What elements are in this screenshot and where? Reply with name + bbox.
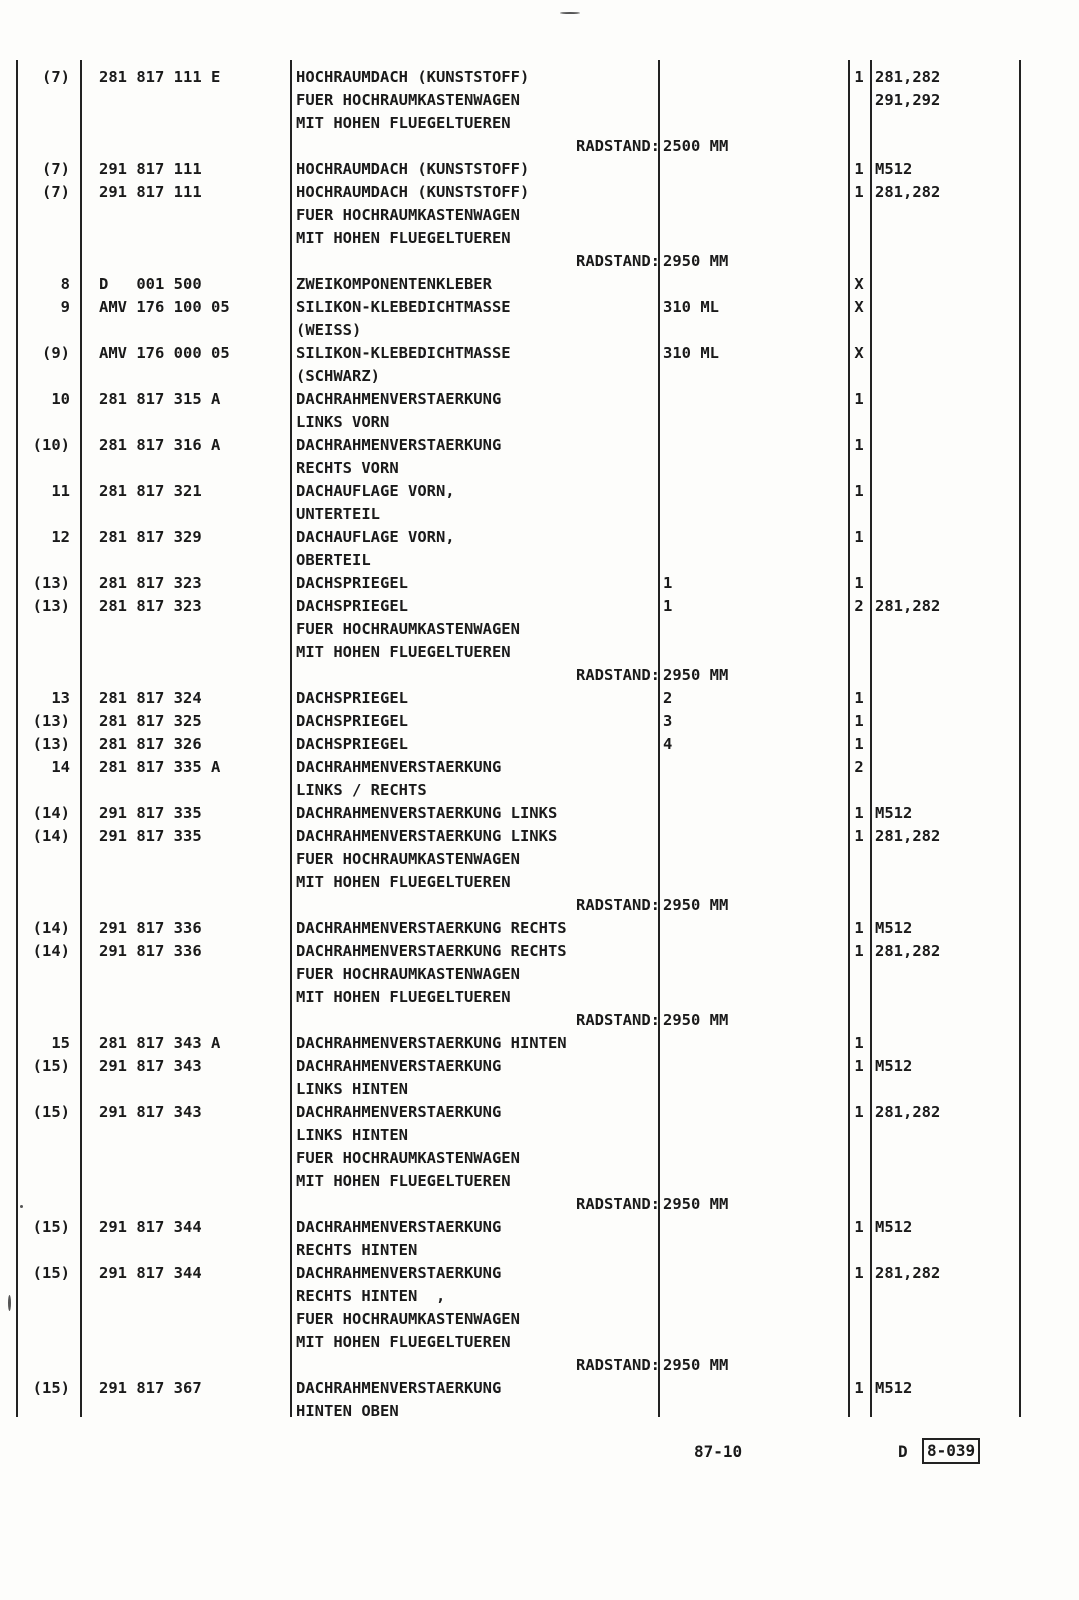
table-row xyxy=(0,1216,1079,1239)
table-row xyxy=(0,1009,1079,1032)
scan-speck xyxy=(20,1205,23,1208)
cell-pos: (14) xyxy=(32,804,70,822)
page-number: 8-039 xyxy=(922,1438,980,1464)
table-row xyxy=(0,158,1079,181)
cell-desc: DACHRAHMENVERSTAERKUNG xyxy=(296,758,502,776)
cell-desc: DACHSPRIEGEL xyxy=(296,712,408,730)
cell-part: 281 817 111 E xyxy=(99,68,221,86)
cell-desc: DACHRAHMENVERSTAERKUNG xyxy=(296,1057,502,1075)
cell-qty: 1 xyxy=(854,919,864,937)
cell-desc: LINKS HINTEN xyxy=(296,1080,408,1098)
footer-d-label: D xyxy=(898,1442,908,1461)
scan-speck xyxy=(8,1295,11,1311)
cell-desc: HOCHRAUMDACH (KUNSTSTOFF) xyxy=(296,68,530,86)
cell-desc: RADSTAND: xyxy=(576,1195,660,1213)
cell-part: 281 817 343 A xyxy=(99,1034,221,1052)
cell-qty2: 1 xyxy=(663,574,673,592)
cell-desc: UNTERTEIL xyxy=(296,505,380,523)
cell-qty: 1 xyxy=(854,689,864,707)
cell-desc: DACHSPRIEGEL xyxy=(296,735,408,753)
cell-desc: MIT HOHEN FLUEGELTUEREN xyxy=(296,229,511,247)
table-row xyxy=(0,89,1079,112)
cell-model: 281,282 xyxy=(875,827,941,845)
cell-pos: (15) xyxy=(32,1264,70,1282)
cell-desc: DACHRAHMENVERSTAERKUNG LINKS xyxy=(296,804,558,822)
cell-qty: X xyxy=(854,344,864,362)
cell-part: 281 817 315 A xyxy=(99,390,221,408)
cell-pos: (13) xyxy=(32,735,70,753)
cell-desc: RADSTAND: xyxy=(576,252,660,270)
cell-qty: 1 xyxy=(854,68,864,86)
cell-pos: 9 xyxy=(60,298,70,316)
cell-qty: 1 xyxy=(854,735,864,753)
table-row xyxy=(0,1331,1079,1354)
table-row xyxy=(0,641,1079,664)
table-row xyxy=(0,1101,1079,1124)
cell-desc: FUER HOCHRAUMKASTENWAGEN xyxy=(296,620,520,638)
cell-desc: HOCHRAUMDACH (KUNSTSTOFF) xyxy=(296,160,530,178)
table-row xyxy=(0,825,1079,848)
cell-desc: DACHRAHMENVERSTAERKUNG xyxy=(296,436,502,454)
cell-desc: FUER HOCHRAUMKASTENWAGEN xyxy=(296,965,520,983)
cell-desc: DACHRAHMENVERSTAERKUNG HINTEN xyxy=(296,1034,567,1052)
cell-desc: MIT HOHEN FLUEGELTUEREN xyxy=(296,1333,511,1351)
cell-desc: FUER HOCHRAUMKASTENWAGEN xyxy=(296,91,520,109)
table-row xyxy=(0,250,1079,273)
cell-qty: 1 xyxy=(854,827,864,845)
table-row xyxy=(0,365,1079,388)
cell-desc: MIT HOHEN FLUEGELTUEREN xyxy=(296,988,511,1006)
cell-desc: OBERTEIL xyxy=(296,551,371,569)
table-row xyxy=(0,526,1079,549)
cell-pos: (13) xyxy=(32,574,70,592)
cell-model: 281,282 xyxy=(875,597,941,615)
cell-desc: HINTEN OBEN xyxy=(296,1402,399,1420)
cell-pos: (14) xyxy=(32,919,70,937)
cell-part: 291 817 336 xyxy=(99,942,202,960)
cell-pos: (14) xyxy=(32,942,70,960)
cell-qty: 1 xyxy=(854,1379,864,1397)
cell-desc: RECHTS HINTEN xyxy=(296,1241,418,1259)
cell-part: D 001 500 xyxy=(99,275,202,293)
cell-part: 291 817 343 xyxy=(99,1103,202,1121)
cell-model: 281,282 xyxy=(875,183,941,201)
table-row xyxy=(0,1239,1079,1262)
cell-part: 281 817 325 xyxy=(99,712,202,730)
cell-pos: (15) xyxy=(32,1103,70,1121)
table-row xyxy=(0,733,1079,756)
table-row xyxy=(0,227,1079,250)
cell-qty2: 3 xyxy=(663,712,673,730)
cell-qty: X xyxy=(854,298,864,316)
cell-qty2: 4 xyxy=(663,735,673,753)
cell-desc: LINKS HINTEN xyxy=(296,1126,408,1144)
table-row xyxy=(0,411,1079,434)
cell-pos: 10 xyxy=(51,390,70,408)
table-row xyxy=(0,1285,1079,1308)
table-row xyxy=(0,687,1079,710)
cell-part: 281 817 316 A xyxy=(99,436,221,454)
cell-pos: (7) xyxy=(42,183,70,201)
cell-part: 291 817 335 xyxy=(99,827,202,845)
cell-model: M512 xyxy=(875,1379,913,1397)
cell-desc: SILIKON-KLEBEDICHTMASSE xyxy=(296,344,511,362)
cell-qty: 1 xyxy=(854,1057,864,1075)
cell-desc: DACHAUFLAGE VORN, xyxy=(296,482,455,500)
cell-part: 291 817 336 xyxy=(99,919,202,937)
cell-pos: (13) xyxy=(32,712,70,730)
table-row xyxy=(0,1124,1079,1147)
cell-qty: 1 xyxy=(854,712,864,730)
cell-qty: 1 xyxy=(854,1218,864,1236)
cell-desc: RECHTS VORN xyxy=(296,459,399,477)
cell-desc: FUER HOCHRAUMKASTENWAGEN xyxy=(296,206,520,224)
cell-qty2: 2950 MM xyxy=(663,666,729,684)
cell-part: 281 817 335 A xyxy=(99,758,221,776)
cell-pos: (15) xyxy=(32,1379,70,1397)
table-row xyxy=(0,917,1079,940)
table-row xyxy=(0,135,1079,158)
cell-qty: 1 xyxy=(854,574,864,592)
table-row xyxy=(0,1400,1079,1423)
cell-qty: 1 xyxy=(854,804,864,822)
table-row xyxy=(0,1262,1079,1285)
cell-desc: DACHSPRIEGEL xyxy=(296,689,408,707)
table-row xyxy=(0,1193,1079,1216)
table-row xyxy=(0,342,1079,365)
table-row xyxy=(0,595,1079,618)
cell-qty2: 2500 MM xyxy=(663,137,729,155)
cell-pos: 13 xyxy=(51,689,70,707)
cell-desc: DACHRAHMENVERSTAERKUNG RECHTS xyxy=(296,942,567,960)
table-row xyxy=(0,480,1079,503)
table-row xyxy=(0,940,1079,963)
cell-pos: (7) xyxy=(42,68,70,86)
cell-desc: DACHSPRIEGEL xyxy=(296,597,408,615)
table-row xyxy=(0,1147,1079,1170)
cell-model: 281,282 xyxy=(875,942,941,960)
cell-desc: DACHAUFLAGE VORN, xyxy=(296,528,455,546)
cell-part: 291 817 343 xyxy=(99,1057,202,1075)
table-row xyxy=(0,618,1079,641)
cell-part: 291 817 344 xyxy=(99,1218,202,1236)
cell-desc: FUER HOCHRAUMKASTENWAGEN xyxy=(296,1310,520,1328)
cell-part: 291 817 335 xyxy=(99,804,202,822)
table-row xyxy=(0,204,1079,227)
table-row xyxy=(0,710,1079,733)
cell-qty: 1 xyxy=(854,436,864,454)
cell-pos: (15) xyxy=(32,1218,70,1236)
cell-model: M512 xyxy=(875,804,913,822)
cell-qty: 1 xyxy=(854,1103,864,1121)
cell-model: M512 xyxy=(875,919,913,937)
table-row xyxy=(0,572,1079,595)
table-row xyxy=(0,388,1079,411)
cell-desc: DACHRAHMENVERSTAERKUNG RECHTS xyxy=(296,919,567,937)
cell-desc: RADSTAND: xyxy=(576,896,660,914)
cell-desc: (WEISS) xyxy=(296,321,362,339)
cell-qty2: 2950 MM xyxy=(663,1356,729,1374)
table-row xyxy=(0,273,1079,296)
cell-desc: DACHRAHMENVERSTAERKUNG xyxy=(296,1103,502,1121)
cell-desc: DACHRAHMENVERSTAERKUNG xyxy=(296,1379,502,1397)
cell-pos: (7) xyxy=(42,160,70,178)
cell-pos: (9) xyxy=(42,344,70,362)
table-row xyxy=(0,802,1079,825)
table-row xyxy=(0,1055,1079,1078)
table-row xyxy=(0,1354,1079,1377)
table-row xyxy=(0,549,1079,572)
cell-desc: MIT HOHEN FLUEGELTUEREN xyxy=(296,1172,511,1190)
cell-qty2: 2 xyxy=(663,689,673,707)
table-row xyxy=(0,1032,1079,1055)
table-row xyxy=(0,756,1079,779)
cell-qty: 2 xyxy=(854,597,864,615)
cell-model: 281,282 xyxy=(875,1103,941,1121)
table-row xyxy=(0,1170,1079,1193)
cell-part: 281 817 323 xyxy=(99,597,202,615)
cell-desc: MIT HOHEN FLUEGELTUEREN xyxy=(296,114,511,132)
cell-pos: (14) xyxy=(32,827,70,845)
table-row xyxy=(0,963,1079,986)
cell-part: 281 817 326 xyxy=(99,735,202,753)
cell-model: M512 xyxy=(875,1057,913,1075)
cell-pos: 12 xyxy=(51,528,70,546)
table-row xyxy=(0,871,1079,894)
table-row xyxy=(0,986,1079,1009)
scan-speck xyxy=(560,12,580,14)
table-row xyxy=(0,296,1079,319)
cell-qty: X xyxy=(854,275,864,293)
table-row xyxy=(0,848,1079,871)
cell-desc: MIT HOHEN FLUEGELTUEREN xyxy=(296,873,511,891)
table-row xyxy=(0,1078,1079,1101)
cell-desc: DACHRAHMENVERSTAERKUNG xyxy=(296,1264,502,1282)
table-row xyxy=(0,894,1079,917)
cell-desc: ZWEIKOMPONENTENKLEBER xyxy=(296,275,492,293)
cell-part: 281 817 323 xyxy=(99,574,202,592)
cell-desc: DACHRAHMENVERSTAERKUNG xyxy=(296,390,502,408)
cell-qty: 1 xyxy=(854,160,864,178)
cell-desc: DACHSPRIEGEL xyxy=(296,574,408,592)
cell-qty: 2 xyxy=(854,758,864,776)
cell-desc: RADSTAND: xyxy=(576,1356,660,1374)
cell-qty: 1 xyxy=(854,528,864,546)
cell-qty: 1 xyxy=(854,183,864,201)
cell-qty2: 2950 MM xyxy=(663,252,729,270)
table-row xyxy=(0,503,1079,526)
cell-pos: 11 xyxy=(51,482,70,500)
cell-desc: (SCHWARZ) xyxy=(296,367,380,385)
footer-date: 87-10 xyxy=(694,1442,743,1461)
cell-part: AMV 176 100 05 xyxy=(99,298,230,316)
table-row xyxy=(0,1377,1079,1400)
table-row xyxy=(0,457,1079,480)
cell-desc: RADSTAND: xyxy=(576,137,660,155)
cell-qty2: 1 xyxy=(663,597,673,615)
cell-desc: DACHRAHMENVERSTAERKUNG LINKS xyxy=(296,827,558,845)
cell-part: 281 817 324 xyxy=(99,689,202,707)
cell-qty: 1 xyxy=(854,482,864,500)
cell-qty: 1 xyxy=(854,1034,864,1052)
cell-desc: RECHTS HINTEN , xyxy=(296,1287,446,1305)
cell-part: 291 817 367 xyxy=(99,1379,202,1397)
table-row xyxy=(0,319,1079,342)
cell-part: 281 817 321 xyxy=(99,482,202,500)
cell-desc: FUER HOCHRAUMKASTENWAGEN xyxy=(296,1149,520,1167)
table-row xyxy=(0,434,1079,457)
cell-pos: 14 xyxy=(51,758,70,776)
cell-qty: 1 xyxy=(854,1264,864,1282)
cell-model: 281,282 xyxy=(875,1264,941,1282)
table-row xyxy=(0,1308,1079,1331)
cell-model: 291,292 xyxy=(875,91,941,109)
cell-desc: DACHRAHMENVERSTAERKUNG xyxy=(296,1218,502,1236)
cell-desc: MIT HOHEN FLUEGELTUEREN xyxy=(296,643,511,661)
cell-part: 291 817 344 xyxy=(99,1264,202,1282)
cell-pos: 15 xyxy=(51,1034,70,1052)
cell-part: 291 817 111 xyxy=(99,183,202,201)
cell-desc: RADSTAND: xyxy=(576,666,660,684)
cell-desc: LINKS VORN xyxy=(296,413,390,431)
table-row xyxy=(0,66,1079,89)
cell-qty2: 310 ML xyxy=(663,298,719,316)
cell-part: 291 817 111 xyxy=(99,160,202,178)
cell-qty: 1 xyxy=(854,942,864,960)
cell-qty2: 2950 MM xyxy=(663,1011,729,1029)
cell-pos: (15) xyxy=(32,1057,70,1075)
cell-part: 281 817 329 xyxy=(99,528,202,546)
cell-model: M512 xyxy=(875,1218,913,1236)
cell-desc: RADSTAND: xyxy=(576,1011,660,1029)
cell-qty2: 310 ML xyxy=(663,344,719,362)
table-row xyxy=(0,779,1079,802)
cell-part: AMV 176 000 05 xyxy=(99,344,230,362)
table-row xyxy=(0,664,1079,687)
cell-desc: SILIKON-KLEBEDICHTMASSE xyxy=(296,298,511,316)
cell-desc: LINKS / RECHTS xyxy=(296,781,427,799)
cell-model: 281,282 xyxy=(875,68,941,86)
cell-pos: (13) xyxy=(32,597,70,615)
cell-qty2: 2950 MM xyxy=(663,896,729,914)
cell-desc: FUER HOCHRAUMKASTENWAGEN xyxy=(296,850,520,868)
cell-pos: (10) xyxy=(32,436,70,454)
cell-model: M512 xyxy=(875,160,913,178)
cell-pos: 8 xyxy=(60,275,70,293)
table-row xyxy=(0,181,1079,204)
table-row xyxy=(0,112,1079,135)
cell-qty2: 2950 MM xyxy=(663,1195,729,1213)
cell-qty: 1 xyxy=(854,390,864,408)
cell-desc: HOCHRAUMDACH (KUNSTSTOFF) xyxy=(296,183,530,201)
